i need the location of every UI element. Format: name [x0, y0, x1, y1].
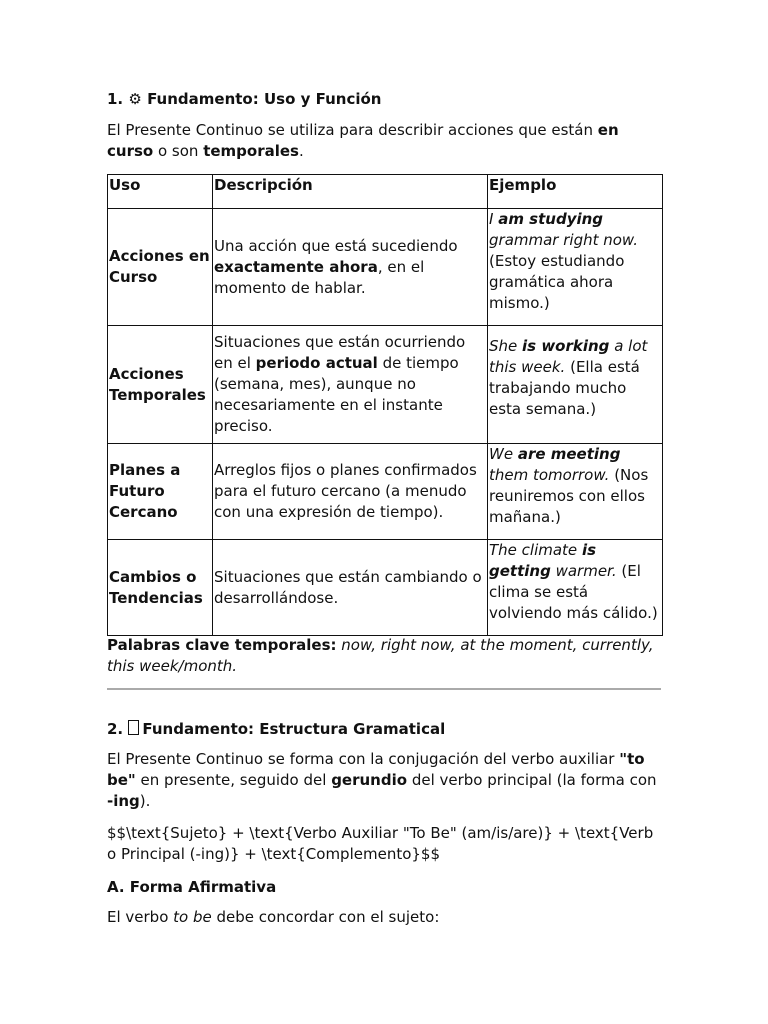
- example-italic: warmer.: [550, 562, 617, 580]
- keywords-label: Palabras clave temporales:: [107, 636, 337, 654]
- desc-bold: exactamente ahora: [214, 257, 378, 276]
- usage-table: [107, 174, 663, 636]
- section1-heading-number: 1.: [107, 90, 124, 108]
- example-verb: am studying: [498, 210, 604, 228]
- intro-bold-gerundio: gerundio: [331, 771, 408, 789]
- table-header-row: [108, 175, 663, 209]
- example-italic: I: [489, 210, 499, 228]
- agreement-text: debe concordar con el sujeto:: [211, 908, 440, 926]
- section1-heading-text: Fundamento: Uso y Función: [147, 90, 382, 108]
- cell-descripcion: [213, 326, 488, 444]
- intro-bold-to-be: "to be": [107, 750, 645, 789]
- section2-heading-number: 2.: [107, 720, 124, 738]
- structure-formula: $$\text{Sujeto} + \text{Verbo Auxiliar "To Be" (am/is/are)} + \text{Verbo Principal (-ing)} + \text{Complemento}$$: [107, 824, 654, 863]
- intro-bold-temporales: temporales: [203, 142, 299, 160]
- intro-text: o son: [153, 142, 204, 160]
- desc-text: Situaciones que están ocurriendo en el: [214, 333, 466, 372]
- intro-text: en presente, seguido del: [135, 771, 332, 789]
- cell-uso: Acciones en Curso: [108, 209, 213, 326]
- cell-uso: Planes a Futuro Cercano: [108, 444, 213, 540]
- keywords-line: [107, 635, 661, 677]
- example-italic: a lot this week.: [489, 337, 648, 376]
- agreement-line: [107, 907, 661, 928]
- cell-descripcion: [213, 444, 488, 540]
- cell-ejemplo: [488, 444, 663, 540]
- cell-descripcion: [213, 209, 488, 326]
- example-verb: are meeting: [517, 445, 621, 463]
- example-translation: (El clima se está volviendo más cálido.): [489, 562, 658, 622]
- intro-text: ).: [139, 792, 151, 810]
- agreement-text: El verbo: [107, 908, 174, 926]
- example-italic: She: [489, 337, 523, 355]
- agreement-italic-to-be: to be: [173, 908, 212, 926]
- desc-text: de tiempo (semana, mes), aunque no necesariamente en el instante preciso.: [214, 354, 459, 435]
- table-row: [108, 326, 663, 444]
- desc-bold: periodo actual: [255, 354, 378, 372]
- intro-text: El Presente Continuo se forma con la conjugación del verbo auxiliar: [107, 750, 620, 768]
- table-row: [108, 540, 663, 636]
- intro-text: El Presente Continuo se utiliza para describir acciones que están: [107, 121, 598, 139]
- example-translation: (Nos reuniremos con ellos mañana.): [489, 466, 649, 526]
- desc-text: Una acción que está sucediendo: [214, 236, 458, 255]
- cell-ejemplo: [488, 326, 663, 444]
- cell-uso: Acciones Temporales: [108, 326, 213, 444]
- example-verb: is working: [522, 337, 610, 355]
- cell-ejemplo: [488, 540, 663, 636]
- section-divider: [107, 688, 661, 690]
- column-header-uso: Uso: [108, 175, 213, 209]
- example-italic: grammar right now.: [489, 231, 639, 249]
- example-translation: (Ella está trabajando mucho esta semana.): [489, 358, 640, 418]
- example-italic: We: [489, 445, 518, 463]
- section2-heading: [107, 718, 661, 740]
- desc-text: Arreglos fijos o planes confirmados para el futuro cercano (a menudo con una expresión de tiempo).: [214, 461, 477, 521]
- desc-text: , en el momento de hablar.: [214, 257, 425, 297]
- intro-text: .: [298, 142, 304, 160]
- gear-icon: ⚙: [128, 90, 142, 108]
- cell-descripcion: [213, 540, 488, 636]
- subheading-forma-afirmativa: A. Forma Afirmativa: [107, 878, 277, 896]
- column-header-ejemplo: Ejemplo: [488, 175, 663, 209]
- intro-bold-en-curso: en curso: [107, 121, 619, 160]
- cell-uso: Cambios o Tendencias: [108, 540, 213, 636]
- section2-intro: [107, 749, 661, 812]
- section2-heading-text: Fundamento: Estructura Gramatical: [142, 720, 446, 738]
- cell-ejemplo: [488, 209, 663, 326]
- column-header-descripcion: Descripción: [213, 175, 488, 209]
- example-verb: is getting: [489, 541, 597, 580]
- intro-text: del verbo principal (la forma con: [407, 771, 657, 789]
- document-page: [107, 88, 661, 928]
- example-italic: The climate: [489, 541, 582, 559]
- table-row: [108, 209, 663, 326]
- intro-bold-ing: -ing: [107, 792, 140, 810]
- section1-heading: [107, 88, 661, 110]
- table-row: [108, 444, 663, 540]
- example-translation: (Estoy estudiando gramática ahora mismo.): [489, 252, 625, 312]
- keywords-list: now, right now, at the moment, currently, this week/month.: [107, 636, 654, 675]
- desc-text: Situaciones que están cambiando o desarrollándose.: [214, 567, 482, 607]
- section1-intro: [107, 120, 661, 162]
- box-icon: [128, 720, 139, 735]
- example-italic: them tomorrow.: [489, 466, 610, 484]
